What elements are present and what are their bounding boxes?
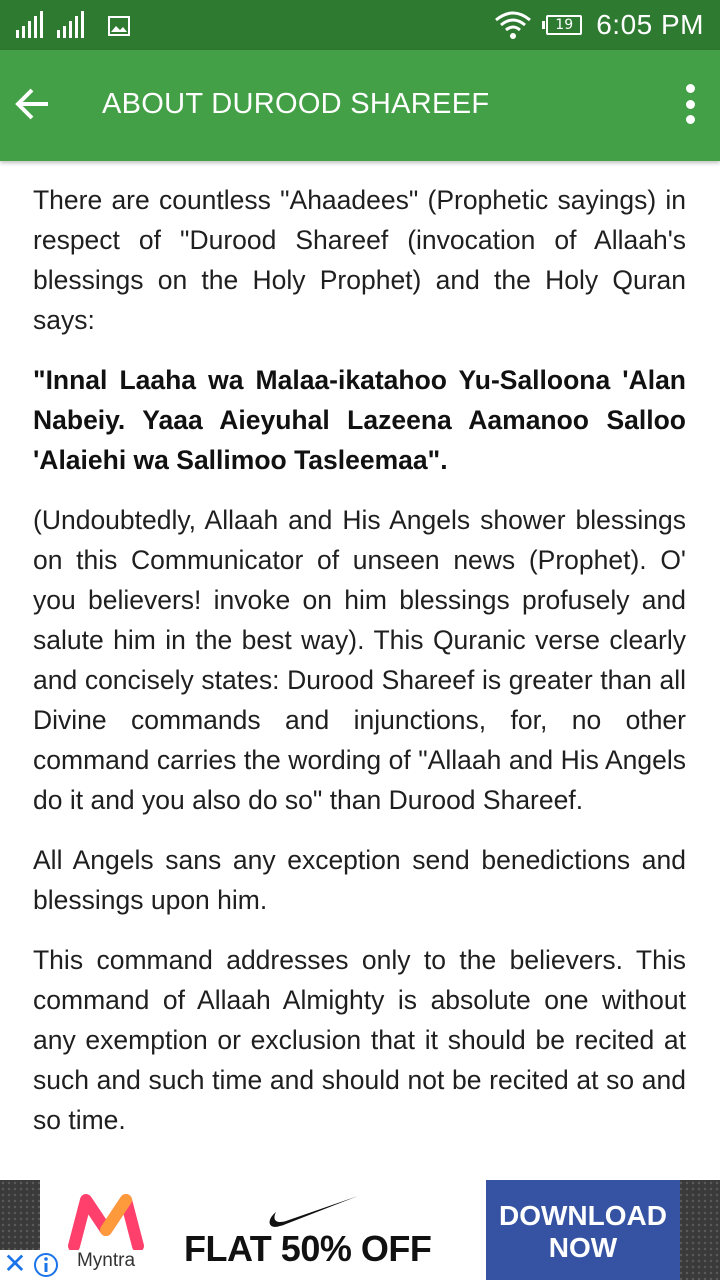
myntra-m-icon (66, 1194, 146, 1250)
ad-headline: FLAT 50% OFF (184, 1228, 432, 1269)
page-title: ABOUT DUROOD SHAREEF (102, 88, 490, 120)
nike-swoosh-icon (266, 1192, 366, 1230)
status-left-icons (16, 11, 130, 38)
battery-icon (546, 15, 582, 35)
status-right-icons (494, 8, 704, 42)
download-now-button[interactable]: DOWNLOAD NOW (486, 1180, 680, 1280)
battery-level: 19 (555, 17, 574, 33)
ad-info-icon[interactable] (30, 1250, 62, 1280)
paragraph-intro: There are countless "Ahaadees" (Prophetic sayings) in respect of "Durood Shareef (invocation of Allaah's blessings on the Holy Prophet) and the Holy Quran says: (33, 185, 686, 335)
ad-banner[interactable] (0, 1180, 720, 1280)
ad-close-icon[interactable]: ✕ (0, 1250, 30, 1280)
wifi-icon (494, 10, 532, 40)
signal-icon-2 (57, 11, 84, 38)
paragraph-translation: (Undoubtedly, Allaah and His Angels shower blessings on this Communicator of unseen news (Prophet). O' you believers! invoke on him blessings profusely and salute him in the best way). This Quranic verse clearly and concisely states: Durood Shareef is greater than all Divine commands and injunctions, for, no other command carries the wording of "Allaah and His Angels do it and you also do so" than Durood Shareef. (33, 505, 686, 815)
image-notification-icon (108, 16, 130, 36)
article-content (33, 180, 686, 1160)
ad-brand: Myntra (76, 1250, 136, 1271)
paragraph-command: This command addresses only to the believers. This command of Allaah Almighty is absolute one without any exemption or exclusion that it should be recited at such and such time and should not be recited at so and so time. (33, 945, 686, 1135)
myntra-logo (66, 1194, 146, 1274)
paragraph-angels: All Angels sans any exception send benedictions and blessings upon him. (33, 845, 686, 915)
paragraph-verse: "Innal Laaha wa Malaa-ikatahoo Yu-Salloona 'Alan Nabeiy. Yaaa Aieyuhal Lazeena Aamanoo Salloo 'Alaiehi wa Sallimoo Tasleemaa". (33, 365, 686, 475)
clock: 6:05 PM (596, 9, 704, 40)
status-bar (0, 0, 720, 50)
app-bar (0, 50, 720, 161)
more-vert-icon[interactable] (678, 80, 702, 128)
signal-icon (16, 11, 43, 38)
arrow-back-icon[interactable] (12, 82, 56, 126)
ad-content[interactable] (40, 1180, 680, 1280)
